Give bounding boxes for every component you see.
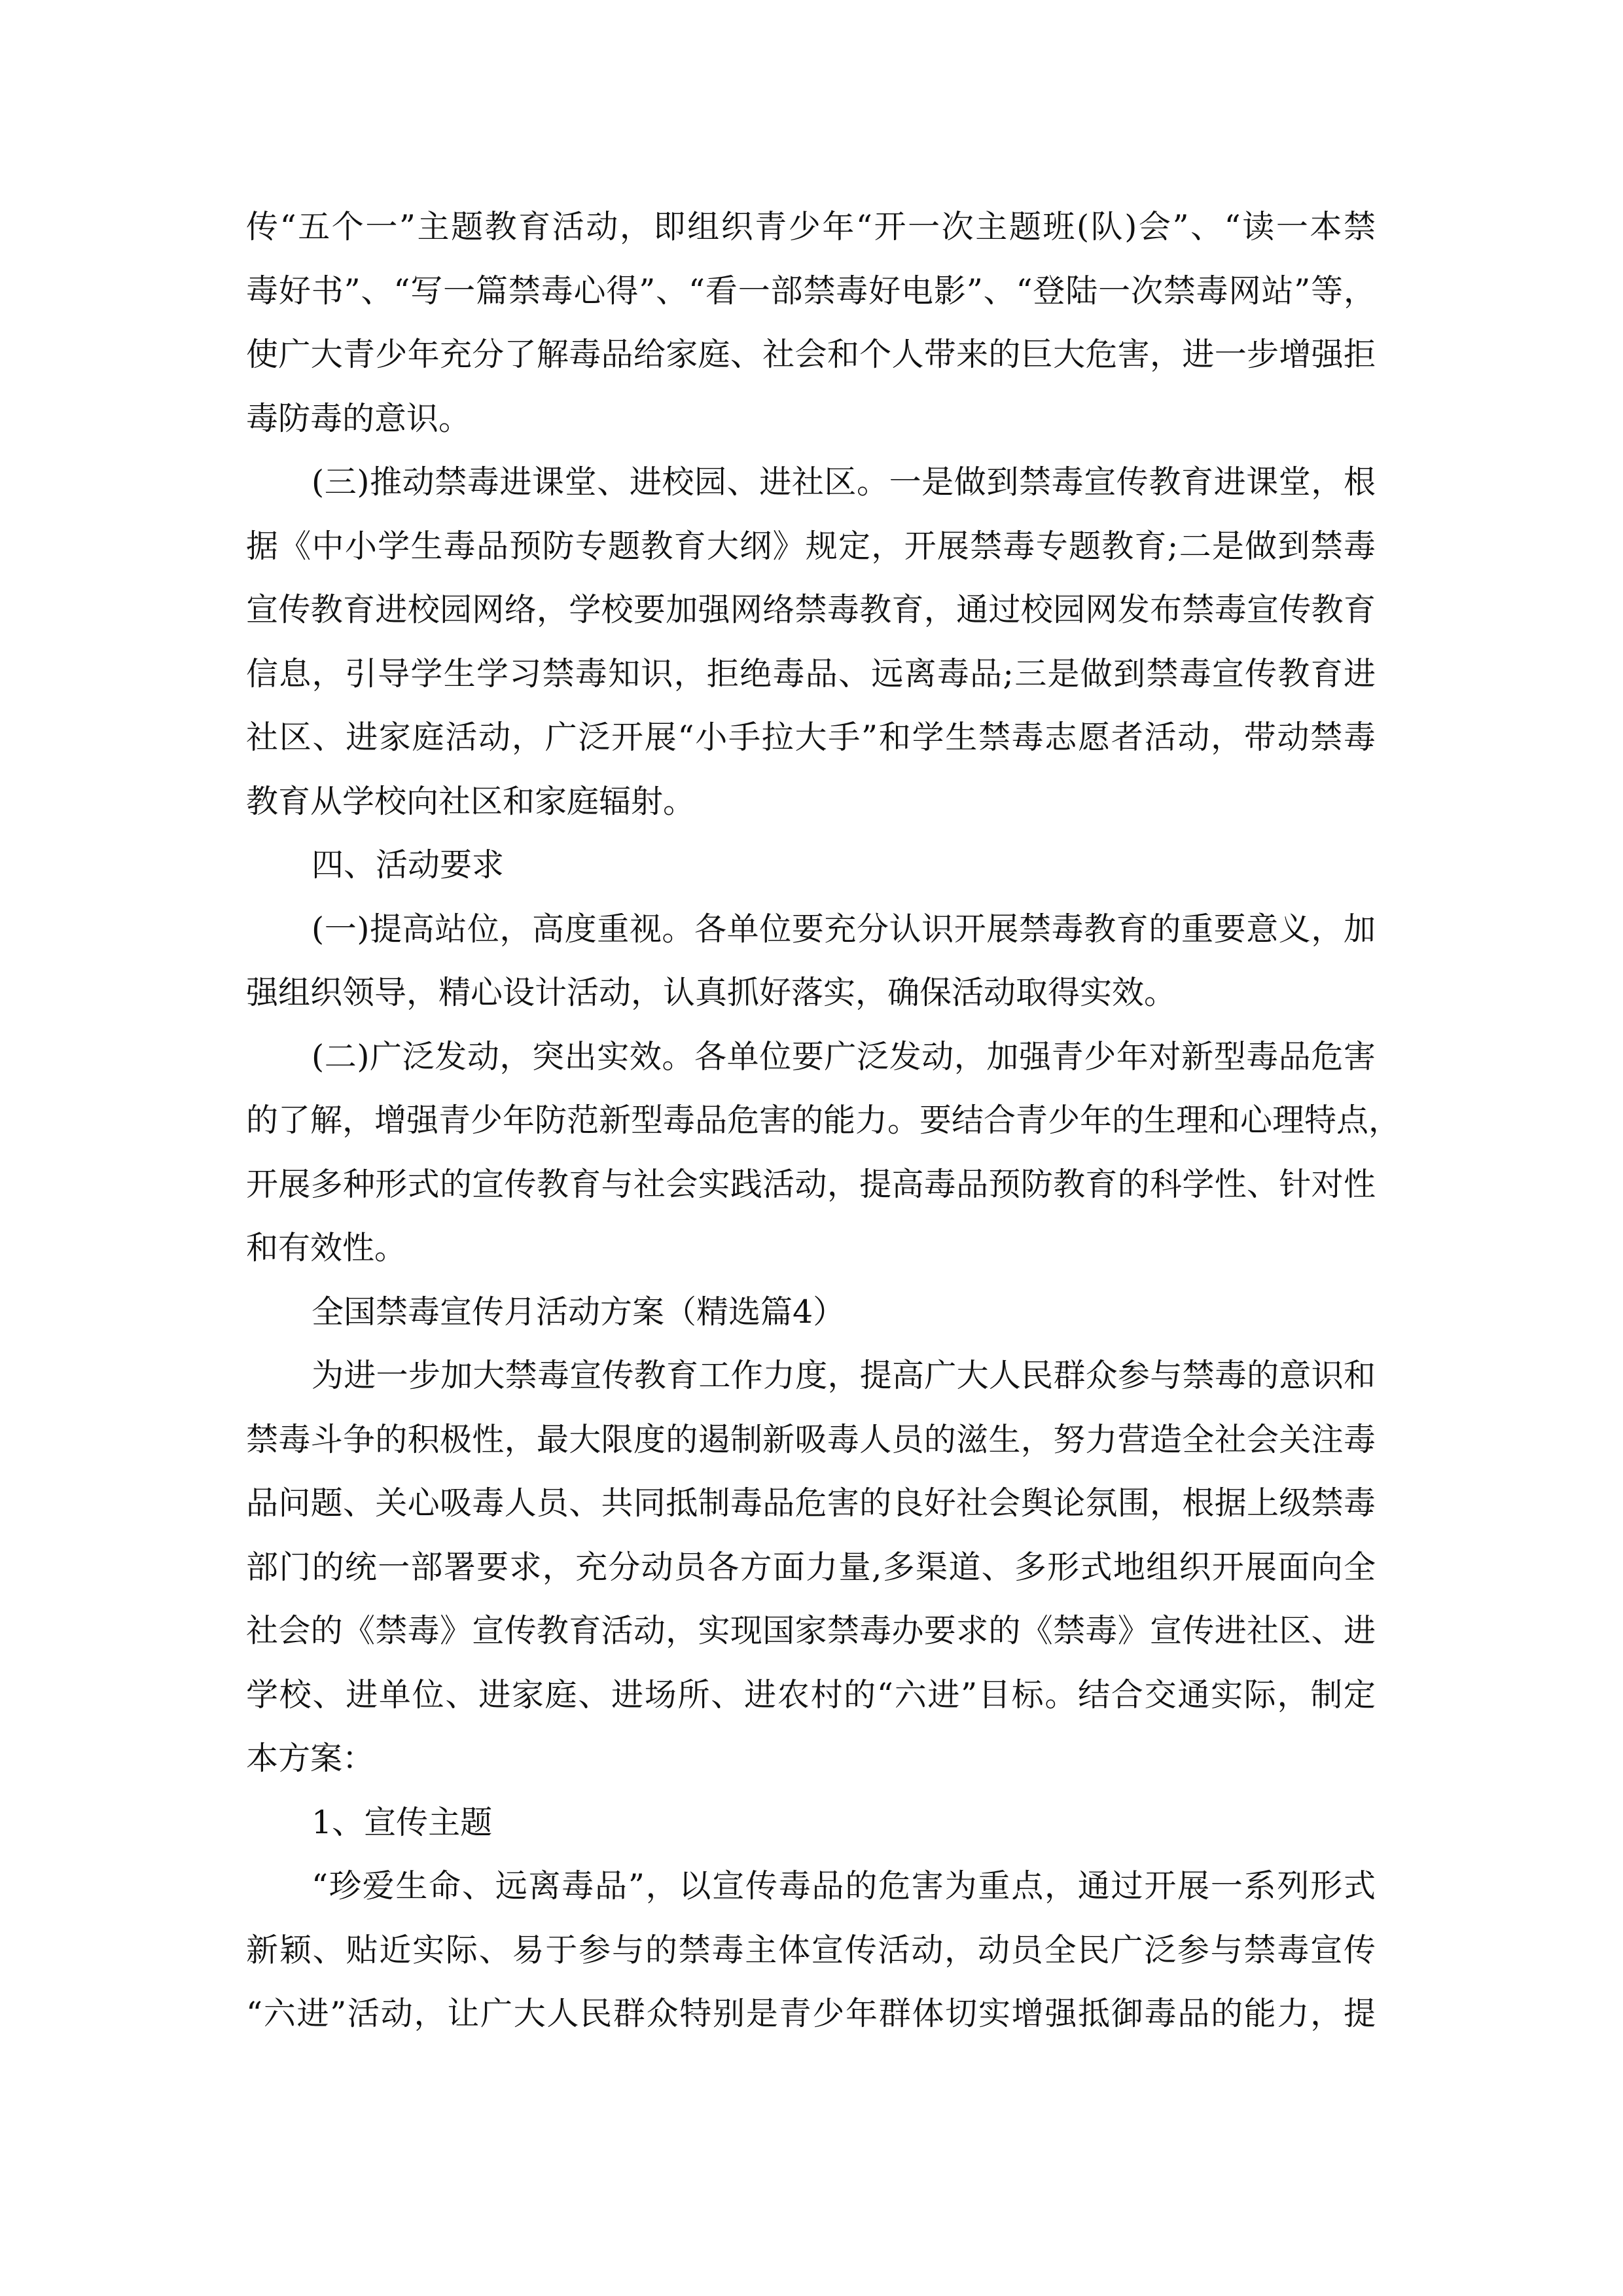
text-line: 使广大青少年充分了解毒品给家庭、社会和个人带来的巨大危害，进一步增强拒	[246, 336, 1376, 373]
text-line: 据《中小学生毒品预防专题教育大纲》规定，开展禁毒专题教育;二是做到禁毒	[246, 527, 1376, 565]
text-line: (二)广泛发动，突出实效。各单位要广泛发动，加强青少年对新型毒品危害	[312, 1037, 1376, 1075]
text-line: 强组织领导，精心设计活动，认真抓好落实，确保活动取得实效。	[246, 974, 1177, 1011]
text-line: 品问题、关心吸毒人员、共同抵制毒品危害的良好社会舆论氛围，根据上级禁毒	[246, 1484, 1376, 1522]
text-line: 四、活动要求	[312, 846, 505, 884]
text-line: 1、宣传主题	[312, 1803, 493, 1841]
text-line: 禁毒斗争的积极性，最大限度的遏制新吸毒人员的滋生，努力营造全社会关注毒	[246, 1420, 1376, 1458]
text-line: 信息，引导学生学习禁毒知识，拒绝毒品、远离毒品;三是做到禁毒宣传教育进	[246, 655, 1376, 692]
text-line: “珍爱生命、远离毒品”，以宣传毒品的危害为重点，通过开展一系列形式	[312, 1867, 1376, 1905]
text-line: 开展多种形式的宣传教育与社会实践活动，提高毒品预防教育的科学性、针对性	[246, 1165, 1376, 1203]
text-line: 为进一步加大禁毒宣传教育工作力度，提高广大人民群众参与禁毒的意识和	[312, 1357, 1376, 1394]
text-line: 本方案：	[246, 1740, 375, 1777]
text-line: 社区、进家庭活动，广泛开展“小手拉大手”和学生禁毒志愿者活动，带动禁毒	[246, 719, 1376, 756]
text-line: 社会的《禁毒》宣传教育活动，实现国家禁毒办要求的《禁毒》宣传进社区、进	[246, 1612, 1376, 1649]
text-line: 宣传教育进校园网络，学校要加强网络禁毒教育，通过校园网发布禁毒宣传教育	[246, 591, 1376, 628]
text-line: (一)提高站位，高度重视。各单位要充分认识开展禁毒教育的重要意义，加	[312, 910, 1376, 948]
text-line: 毒防毒的意识。	[246, 399, 471, 437]
text-line: 毒好书”、“写一篇禁毒心得”、“看一部禁毒好电影”、“登陆一次禁毒网站”等，	[246, 272, 1376, 310]
text-line: 全国禁毒宣传月活动方案（精选篇4）	[312, 1293, 846, 1331]
text-line: “六进”活动，让广大人民群众特别是青少年群体切实增强抵御毒品的能力，提	[246, 1995, 1376, 2032]
text-line: 学校、进单位、进家庭、进场所、进农村的“六进”目标。结合交通实际，制定	[246, 1676, 1376, 1713]
text-line: 新颖、贴近实际、易于参与的禁毒主体宣传活动，动员全民广泛参与禁毒宣传	[246, 1931, 1376, 1969]
text-line: (三)推动禁毒进课堂、进校园、进社区。一是做到禁毒宣传教育进课堂，根	[312, 463, 1376, 501]
text-line: 部门的统一部署要求，充分动员各方面力量,多渠道、多形式地组织开展面向全	[246, 1548, 1376, 1586]
text-line: 传“五个一”主题教育活动，即组织青少年“开一次主题班(队)会”、“读一本禁	[246, 208, 1376, 245]
text-line: 的了解，增强青少年防范新型毒品危害的能力。要结合青少年的生理和心理特点，	[246, 1102, 1401, 1139]
text-line: 教育从学校向社区和家庭辐射。	[246, 782, 696, 820]
text-line: 和有效性。	[246, 1229, 407, 1266]
